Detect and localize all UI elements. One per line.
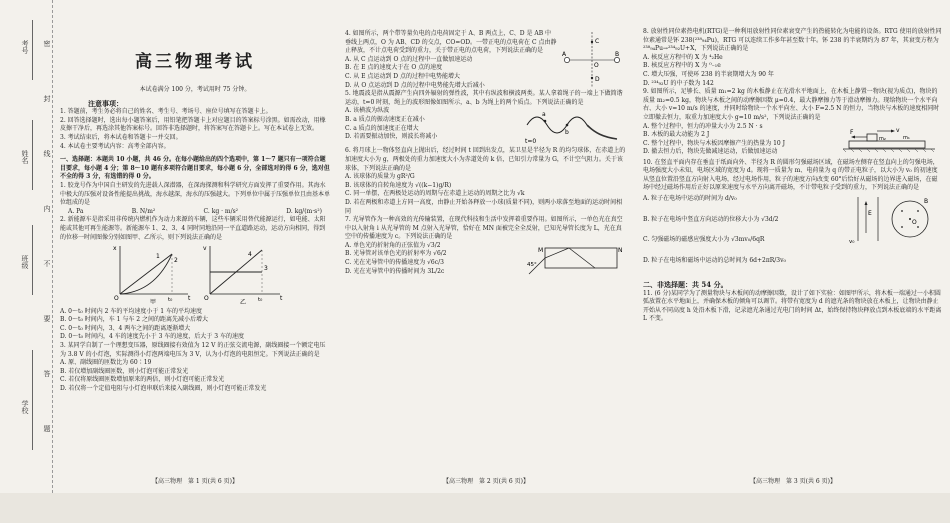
seal-char: 密 — [43, 40, 51, 47]
charge-a — [564, 57, 569, 62]
exam-title: 高三物理考试 — [135, 52, 255, 72]
seal-char: 不 — [43, 260, 51, 267]
point-label: O — [594, 62, 599, 69]
option: A. 核反应方程中的 X 为 ⁴₂He — [643, 53, 723, 61]
page-2 — [345, 30, 627, 523]
question-9-options — [643, 123, 833, 157]
question-9: 9. 如图所示，足够长、质量 m₁=2 kg 的木板静止在光滑水平地面上，在木板上静置一物块(视为质点)，物块的质量 m₂=0.5 kg，物块与木板之间的动摩擦因数 μ=0.4，最大静摩擦力等于滑动摩擦力。现给物块一个水平向右、大小 v=10 m/s 的速度，并同时给物块一个水平向左、大小 F=2.5 N 的恒力，当物块与木板的速度相同时立即撤去恒力，取重力加速度大小 g=10 m/s²，下列说法正确的是 — [643, 88, 940, 121]
name-line — [32, 120, 33, 190]
mass-label: m₂ — [879, 135, 886, 142]
option: B. 0～t₀ 时间内，车 1 与车 2 之间的距离先减小后增大 — [60, 316, 209, 324]
option: D. kg/(m·s²) — [286, 207, 322, 215]
note-item: 1. 答题前，考生务必将自己的姓名、考生号、考场号、座位号填写在答题卡上。 — [60, 108, 272, 116]
question-7-options — [345, 242, 525, 276]
note-item: 4. 本试卷主要考试内容：高考全部内容。 — [60, 142, 170, 150]
seal-char: 线 — [43, 150, 51, 157]
question-7: 7. 光导管作为一种高效的光传输装置，在现代科技和生活中发挥着重要作用。如图所示，一单色光在真空中以入射角 i 从光导管的 M 点射入光导管，恰好在 MN 面被完全全反射，已知光导管长度为 L，光在真空中的传播速度为 c。下列说法正确的是 — [345, 216, 623, 241]
axis-label: x — [113, 245, 117, 253]
question-5-block — [345, 107, 627, 147]
question-9-block — [643, 123, 943, 159]
exam-number-line — [32, 20, 33, 80]
point-label: A — [562, 51, 567, 58]
class-line — [32, 225, 33, 295]
line-label: 2 — [174, 257, 178, 265]
velocity-label: v₀ — [849, 238, 855, 245]
label-exam-number: 考号 — [21, 40, 29, 54]
block — [867, 134, 877, 141]
page-3 — [643, 28, 943, 521]
option: B. a 质点的振动速度正在减小 — [345, 115, 425, 123]
option: A. 单色光的折射角的正弦值为 √3/2 — [345, 241, 441, 249]
option: C. 0～t₀ 时间内，3、4 两车之间的距离逐渐增大 — [60, 324, 191, 332]
question-10-figure — [848, 193, 940, 245]
question-8: 8. 放射性同位素热电机(RTG)是一种利用放射性同位素衰变产生的热能转化为电能的设备。RTG 使用的放射性同位素通常是钚 238(²³⁸₉₄Pu)，RTG 可以连续工作多年甚至数十年。钚 238 的半衰期约为 87 年，其衰变方程为 ²³⁸₉₄Pu→²³⁴₉₂U+X，下列说法正确的是 — [643, 28, 942, 53]
option: A. 该球体的质量为 gR²/G — [345, 173, 415, 181]
velocity-label: v — [896, 126, 900, 134]
notes-heading: 注意事项： — [88, 98, 123, 108]
note-item: 2. 回答选择题时，选出每小题答案后，用铅笔把答题卡上对应题目的答案标号涂黑。如需改动，用橡皮擦干净后，再选涂其他答案标号。回答非选择题时，将答案写在答题卡上。写在本试卷上无效。 — [60, 116, 326, 133]
option: C. 光在光导管中的传播速度为 √6c/3 — [345, 259, 444, 267]
option: C. 增大压强，可使环 238 的半衰期增大为 90 年 — [643, 70, 774, 78]
point-label: M — [538, 246, 544, 254]
binding-strip — [0, 0, 53, 493]
option: B. 木板的最大动能为 2 J — [643, 131, 710, 139]
option: B. N/m² — [131, 207, 156, 215]
section-1-heading: 一、选择题：本题共 10 小题，共 46 分。在每小题给出的四个选项中，第 1～7 题只有一项符合题目要求，每小题 4 分；第 8～10 题有多项符合题目要求，每小题 6 分，全部选对的得 6 分，选对但不全的得 3 分，有选错的得 0 分。 — [60, 156, 330, 181]
question-5-figure — [523, 103, 623, 145]
origin-label: O — [114, 295, 119, 303]
option: A. 整个过程中，恒力的冲量大小为 2.5 N · s — [643, 122, 763, 130]
center-label: O — [912, 218, 917, 226]
option: C. 从 E 点运动到 D 点的过程中电势能增大 — [345, 72, 461, 80]
question-7-block — [345, 242, 627, 298]
point-label: b — [565, 129, 569, 137]
light-guide — [545, 248, 617, 268]
option: C. 若仅将原线圈匝数增加原来的两倍，则小灯泡可能正常发光 — [60, 376, 225, 384]
label-school: 学校 — [21, 400, 29, 414]
question-7-figure — [525, 240, 625, 280]
option: A. 粒子在电场中运动的时间为 d/v₀ — [643, 194, 737, 202]
question-4: 4. 如图所示，两个带等量负电的点电荷固定于 A、B 两点上，C、D 是 AB 中垂线上两点，O 为 AB、CD 的交点，CO=OD。一带正电的点电荷在 C 点由静止释放，不计点电荷受到的重力，关于带正电的点电荷，下列说法正确的是 — [345, 30, 557, 55]
page-footer: 【高三物理 第 2 页(共 6 页)】 — [443, 478, 529, 486]
seal-char: 要 — [43, 315, 51, 322]
option: D. 光在光导管中的传播时间为 3L/2c — [345, 267, 445, 275]
question-9-figure — [839, 123, 939, 157]
option: B. 核反应方程中的 X 为 ⁰₋₁e — [643, 62, 721, 70]
option: B. 若仅增加副线圈匝数，则小灯泡可能正常发光 — [60, 367, 189, 375]
option: D. ²³⁴₉₂U 的中子数为 142 — [643, 79, 714, 87]
seal-char: 答 — [43, 370, 51, 377]
option: C. kg · m/s² — [203, 207, 239, 215]
graph-yi — [203, 245, 283, 304]
seal-char: 封 — [43, 95, 51, 102]
option: B. 粒子在电场中竖直方向运动的位移大小为 √3d/2 — [643, 215, 779, 223]
question-5: 5. 地震波是指从震源产生向四外辐射的弹性波，其中有纵波和横波两类。某人拿着绳子的一端上下做简谐运动，t=0 时刻，绳上的波形图像如图所示，a、b 为绳上的两个质点。下列说法正确的是 — [345, 90, 623, 106]
question-2-figure — [60, 242, 330, 304]
force-label: F — [850, 128, 854, 136]
charge-b — [614, 57, 619, 62]
point-label: D — [595, 76, 600, 83]
point-label: B — [615, 51, 620, 58]
question-1: 1. 胶龙号作为中国自主研发的先进载人深潜器，在深海探测和科学研究方面发挥了重要作用。其海水中极大的压强对设备性能提出挑战，海水越深，海水的压强越大。下列单位中属于压强单位且由基本单位组成的是 — [60, 181, 331, 207]
line-label: 1 — [156, 253, 160, 261]
point-label: C — [595, 38, 600, 45]
label-name: 姓名 — [21, 150, 29, 164]
origin-label: O — [204, 295, 209, 303]
caption-yi: 乙 — [240, 299, 247, 305]
option: B. 光导管对该单色光的折射率为 √6/2 — [345, 250, 447, 258]
question-2: 2. 新能源车是指采用非传统内燃机作为动力来源的车辆，这些车辆采用替代能源运行，如电能、太阳能或其他可再生能源等。新能源车 1、2、3、4 同时同地沿同一平直道路运动，运动方向相同，得到的位移一时间图像分别如图甲、乙所示，则下列说法正确的是 — [60, 216, 326, 241]
option: D. 从 O 点运动到 D 点的过程中电势能先增大后减小 — [345, 81, 485, 89]
option: B. 该球体的自转角速度为 √((k−1)g/R) — [345, 181, 452, 189]
school-line — [32, 350, 33, 450]
option: A. Pa — [68, 207, 84, 215]
label-class: 班级 — [21, 255, 29, 269]
question-10: 10. 在竖直平面内存在垂直于纸面向外、半径为 R 的圆形匀强磁场区域，在磁场左侧存在竖直向上的匀强电场，电场强度大小未知，电场区域的宽度为 d。现将一质量为 m、电荷量为 q 的带正电粒子，以大小为 v₀ 的初速度从竖直位置沿竖直方向射入电场，经过电场作用，粒子的速度方向改变 60°后恰好从磁场的边界进入磁场，在磁场中经过磁场作用后正好以原来速度与水平方向离开磁场，不计带电粒子受到的重力，下列说法正确的是 — [643, 158, 939, 192]
question-11: 11. (6 分)某同学为了测量物块与木板间的动摩擦因数，设计了如下实验：如图甲所示，将木板一端通过一小积圆弧放置在水平地面上，并确保木板的倾角可以调节。将带有宽度为 d 的遮光条的物块放在木板上，让物块由静止开始从不同高度 h 处沿木板下滑，记录遮光条通过光电门的时间 Δt，始终保持物块释放点到木板底端的水平距离 L 不变。 — [643, 289, 942, 323]
t0-label: t₀ — [258, 297, 263, 304]
option: B. 在 E 点的速度大于在 O 点的速度 — [345, 64, 443, 72]
option: D. 粒子在电场和磁场中运动的总时间为 6d+2πR/3v₀ — [643, 256, 786, 264]
field-label: E — [868, 209, 872, 217]
graph-jia — [113, 245, 191, 304]
point-label: a — [542, 111, 546, 119]
axis-label: t — [188, 295, 191, 303]
option: C. 匀强磁场的磁感应强度大小为 √3mv₀/6qR — [643, 236, 765, 244]
option: C. 同一单摆，在两极处运动的周期与在赤道上运动的周期之比为 √k — [345, 190, 525, 198]
section-2-heading: 二、非选择题：共 54 分。 — [643, 279, 728, 289]
question-5-options — [345, 107, 520, 141]
board — [849, 141, 925, 148]
option: A. 从 C 点运动到 O 点的过程中一直做加速运动 — [345, 55, 473, 63]
question-3: 3. 某同学自制了一个理想变压器，原线圈接有效值为 12 V 的正弦交流电源，副线圈接一个额定电压为 3.8 V 的小灯泡，实际测得小灯泡两端电压为 3 V，认为小灯泡的电阻恒定。下列说法正确的是 — [60, 342, 326, 358]
time-label: t=0 — [525, 138, 537, 146]
option: D. 0～t₀ 时间内，4 车的速度先小于 3 车的速度，后大于 3 车的速度 — [60, 333, 244, 341]
axis-label: t — [280, 295, 283, 303]
field-label: B — [924, 197, 929, 205]
option: C. 整个过程中，物块与木板因摩擦产生的热量为 10 J — [643, 139, 786, 147]
option: D. 若在两极和赤道上方同一高度，由静止开始各释放一小球(质量不同)，则两小球落至地面的运动时间相同 — [345, 198, 623, 215]
question-6: 6. 将月球上一物体竖直向上抛出后，经过时间 t 回到出发点，某卫星是半径为 R 的均匀球体，在赤道上的加速度大小为 g，两极处的重力加速度大小为赤道处的 k 倍，已知引力常量为 G，不计空气阻力。关于该球体，下列说法正确的是 — [345, 147, 626, 172]
t0-label: t₀ — [168, 297, 173, 304]
caption-jia: 甲 — [150, 299, 157, 305]
option: C. a 质点的加速度正在增大 — [345, 124, 419, 132]
mass-label: m₁ — [903, 134, 910, 141]
page-footer: 【高三物理 第 3 页(共 6 页)】 — [750, 478, 836, 486]
page-1 — [60, 0, 330, 493]
page-footer: 【高三物理 第 1 页(共 6 页)】 — [152, 478, 238, 486]
note-item: 3. 考试结束后，将本试卷和答题卡一并交回。 — [60, 133, 182, 141]
axis-label: v — [203, 245, 207, 253]
option: A. 0～t₀ 时间内 2 车的平均速度小于 1 车的平均速度 — [60, 307, 202, 315]
point-label: N — [618, 246, 623, 254]
line-label: 3 — [264, 265, 268, 273]
exam-subtitle: 本试卷满分 100 分，考试用时 75 分钟。 — [139, 86, 251, 93]
question-4-figure — [559, 30, 625, 90]
question-10-block — [643, 193, 943, 281]
option: D. 若需要振动加快，则波长将减小 — [345, 133, 438, 141]
question-10-options — [643, 193, 843, 265]
angle-label: 45° — [527, 261, 537, 268]
option: A. 该横波为纵波 — [345, 107, 390, 115]
seal-char: 内 — [43, 205, 51, 212]
option: A. 原、副线圈的匝数比为 60∶19 — [60, 359, 152, 367]
option: D. 若仅将一个定值电阻与小灯泡串联后来接入副线圈，则小灯泡可能正常发光 — [60, 385, 267, 393]
option: D. 撤去恒力后，物块先做减速运动，后做加速运动 — [643, 148, 778, 156]
line-label: 4 — [248, 251, 252, 259]
seal-char: 题 — [43, 425, 51, 432]
